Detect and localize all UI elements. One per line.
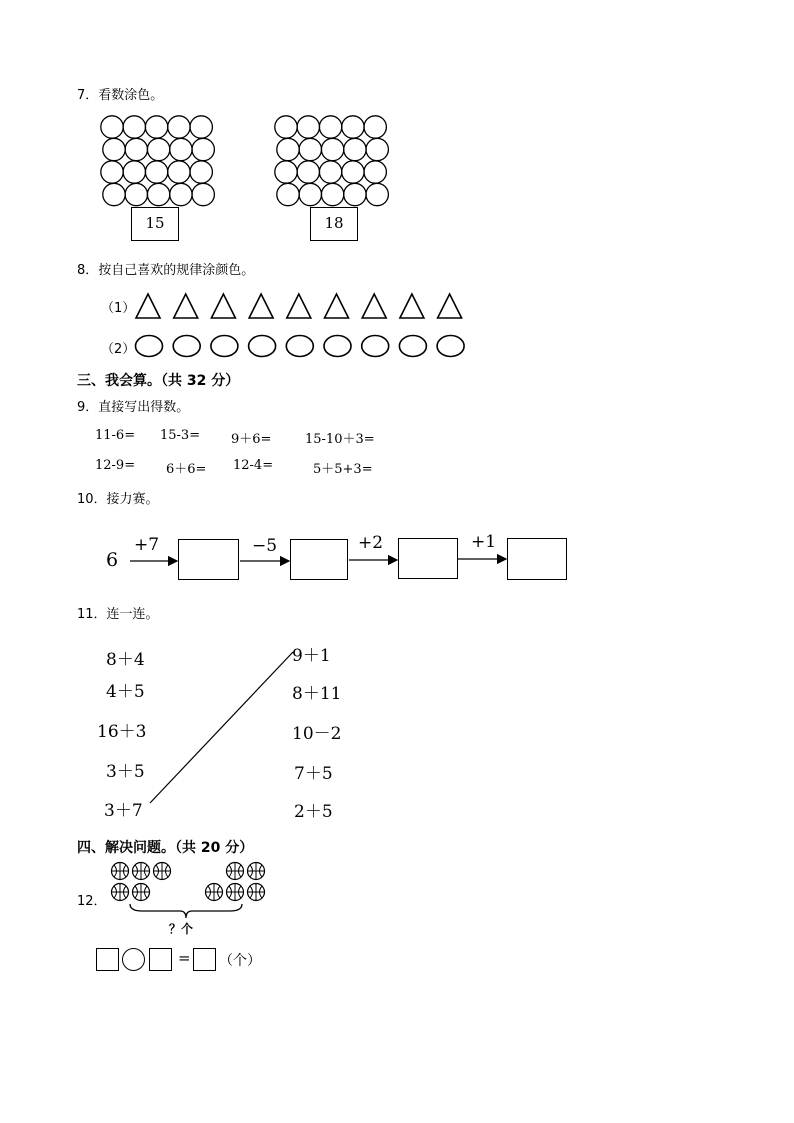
unit-label: （个） — [219, 953, 261, 969]
equation-box-2[interactable] — [149, 948, 172, 971]
equals-sign: = — [178, 949, 191, 967]
count-box-right-value: 18 — [324, 214, 344, 232]
basketball-icon — [248, 884, 265, 901]
relay-op-2: −5 — [252, 536, 278, 556]
operator-circle[interactable] — [122, 948, 145, 971]
relay-op-1: +7 — [134, 535, 160, 555]
q9-r2-c3: 12-4= — [233, 458, 274, 473]
match-right-3[interactable]: 10－2 — [292, 724, 342, 744]
q8-label: 8．按自己喜欢的规律涂颜色。 — [77, 263, 255, 278]
q9-r1-c1: 11-6= — [95, 428, 136, 443]
q9-r2-c2: 6＋6= — [166, 462, 207, 477]
q10-label: 10．接力赛。 — [77, 492, 159, 507]
q11-label: 11．连一连。 — [77, 607, 159, 622]
q9-r1-c3: 9＋6= — [231, 432, 272, 447]
section4-title: 四、解决问题。（共 20 分） — [77, 840, 254, 856]
basketball-icon — [248, 863, 265, 880]
basketball-icon — [154, 863, 171, 880]
match-right-4[interactable]: 7＋5 — [294, 764, 333, 784]
curly-brace — [128, 902, 244, 922]
q8-row2-label: （2） — [101, 342, 136, 357]
match-left-3[interactable]: 16＋3 — [97, 722, 147, 742]
q9-r2-c4: 5＋5+3= — [313, 462, 373, 477]
equation-answer-box[interactable] — [193, 948, 216, 971]
q9-r1-c2: 15-3= — [160, 428, 201, 443]
match-right-2[interactable]: 8＋11 — [292, 684, 342, 704]
basketball-icon — [133, 863, 150, 880]
q9-r2-c1: 12-9= — [95, 458, 136, 473]
basketball-icon — [112, 884, 129, 901]
brace-label: ？个 — [169, 922, 194, 936]
basketball-icon — [112, 863, 129, 880]
basketball-icon — [133, 884, 150, 901]
match-left-4[interactable]: 3＋5 — [106, 762, 145, 782]
basketball-group-right — [200, 860, 270, 904]
match-left-1[interactable]: 8＋4 — [106, 650, 145, 670]
count-box-left-value: 15 — [145, 214, 165, 232]
basketball-icon — [206, 884, 223, 901]
q8-row1-label: （1） — [101, 301, 136, 316]
match-right-1[interactable]: 9＋1 — [292, 646, 331, 666]
relay-start-number: 6 — [106, 549, 119, 571]
match-left-5[interactable]: 3＋7 — [104, 801, 143, 821]
relay-op-3: +2 — [358, 533, 384, 553]
relay-op-4: +1 — [471, 532, 497, 552]
basketball-icon — [227, 863, 244, 880]
basketball-group-left — [108, 860, 178, 904]
match-left-2[interactable]: 4＋5 — [106, 682, 145, 702]
basketball-icon — [227, 884, 244, 901]
q12-label: 12． — [77, 894, 107, 909]
q7-label: 7．看数涂色。 — [77, 88, 164, 103]
section3-title: 三、我会算。（共 32 分） — [77, 373, 240, 389]
equation-box-1[interactable] — [96, 948, 119, 971]
q9-label: 9．直接写出得数。 — [77, 400, 190, 415]
match-right-5[interactable]: 2＋5 — [294, 802, 333, 822]
q9-r1-c4: 15-10＋3= — [305, 432, 375, 447]
